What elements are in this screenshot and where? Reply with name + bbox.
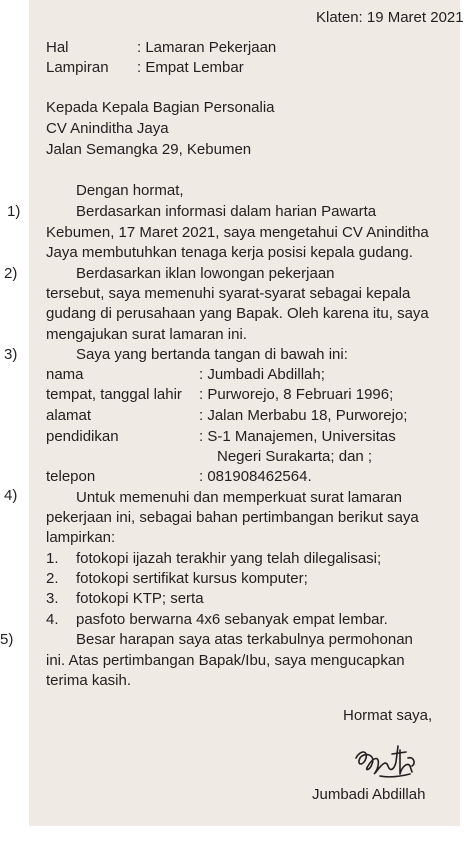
closing: Hormat saya,: [343, 707, 433, 724]
identity-value: : Jalan Merbabu 18, Purworejo;: [199, 407, 408, 424]
paragraph-3-intro: Saya yang bertanda tangan di bawah ini:: [76, 346, 348, 363]
paragraph-number: 4): [4, 487, 18, 504]
list-number: 3.: [46, 590, 59, 607]
subject-label: Hal: [46, 39, 69, 56]
list-item: fotokopi sertifikat kursus komputer;: [76, 570, 308, 587]
recipient-line: Kepada Kepala Bagian Personalia: [46, 99, 275, 116]
list-item: fotokopi ijazah terakhir yang telah dilegalisasi;: [76, 550, 382, 567]
paragraph-2-line: mengajukan surat lamaran ini.: [46, 326, 247, 343]
list-item: pasfoto berwarna 4x6 sebanyak empat lembar.: [76, 611, 388, 628]
paragraph-5-line: ini. Atas pertimbangan Bapak/Ibu, saya mengucapkan: [46, 652, 405, 669]
list-number: 4.: [46, 611, 59, 628]
paragraph-number: 3): [4, 346, 18, 363]
identity-value: Negeri Surakarta; dan ;: [217, 448, 373, 465]
identity-label: alamat: [46, 407, 92, 424]
signer-name: Jumbadi Abdillah: [312, 786, 426, 803]
paragraph-2-line: tersebut, saya memenuhi syarat-syarat sebagai kepala: [46, 285, 411, 302]
list-item: fotokopi KTP; serta: [76, 590, 204, 607]
identity-value: : Purworejo, 8 Februari 1996;: [199, 386, 394, 403]
paragraph-2-line: gudang di perusahaan yang Bapak. Oleh karena itu, saya: [46, 305, 429, 322]
paragraph-number: 2): [4, 265, 18, 282]
paragraph-number: 5): [0, 631, 14, 648]
list-number: 1.: [46, 550, 59, 567]
attachment-label: Lampiran: [46, 59, 109, 76]
paragraph-1-line: Kebumen, 17 Maret 2021, saya mengetahui CV Aninditha: [46, 224, 429, 241]
identity-value: : Jumbadi Abdillah;: [199, 366, 325, 383]
paragraph-2-line: Berdasarkan iklan lowongan pekerjaan: [76, 265, 335, 282]
paragraph-4-line: pekerjaan ini, sebagai bahan pertimbangan berikut saya: [46, 509, 419, 526]
paragraph-1-line: Berdasarkan informasi dalam harian Pawarta: [76, 203, 377, 220]
subject-value: : Lamaran Pekerjaan: [137, 39, 277, 56]
identity-label: telepon: [46, 468, 96, 485]
paragraph-number: 1): [7, 203, 21, 220]
identity-label: tempat, tanggal lahir: [46, 386, 182, 403]
paragraph-5-line: terima kasih.: [46, 672, 132, 689]
identity-label: nama: [46, 366, 84, 383]
signature-image: [350, 736, 430, 786]
paragraph-1-line: Jaya membutuhkan tenaga kerja posisi kepala gudang.: [46, 244, 413, 261]
attachment-value: : Empat Lembar: [137, 59, 244, 76]
identity-value: : S-1 Manajemen, Universitas: [199, 428, 396, 445]
greeting: Dengan hormat,: [76, 182, 184, 199]
identity-label: pendidikan: [46, 428, 119, 445]
identity-value: : 081908462564.: [199, 468, 312, 485]
paragraph-4-line: Untuk memenuhi dan memperkuat surat lamaran: [76, 489, 402, 506]
recipient-line: CV Aninditha Jaya: [46, 120, 169, 137]
paragraph-5-line: Besar harapan saya atas terkabulnya permohonan: [76, 631, 413, 648]
recipient-line: Jalan Semangka 29, Kebumen: [46, 141, 252, 158]
letter-date: Klaten: 19 Maret 2021: [316, 9, 464, 26]
list-number: 2.: [46, 570, 59, 587]
paragraph-4-line: lampirkan:: [46, 529, 116, 546]
